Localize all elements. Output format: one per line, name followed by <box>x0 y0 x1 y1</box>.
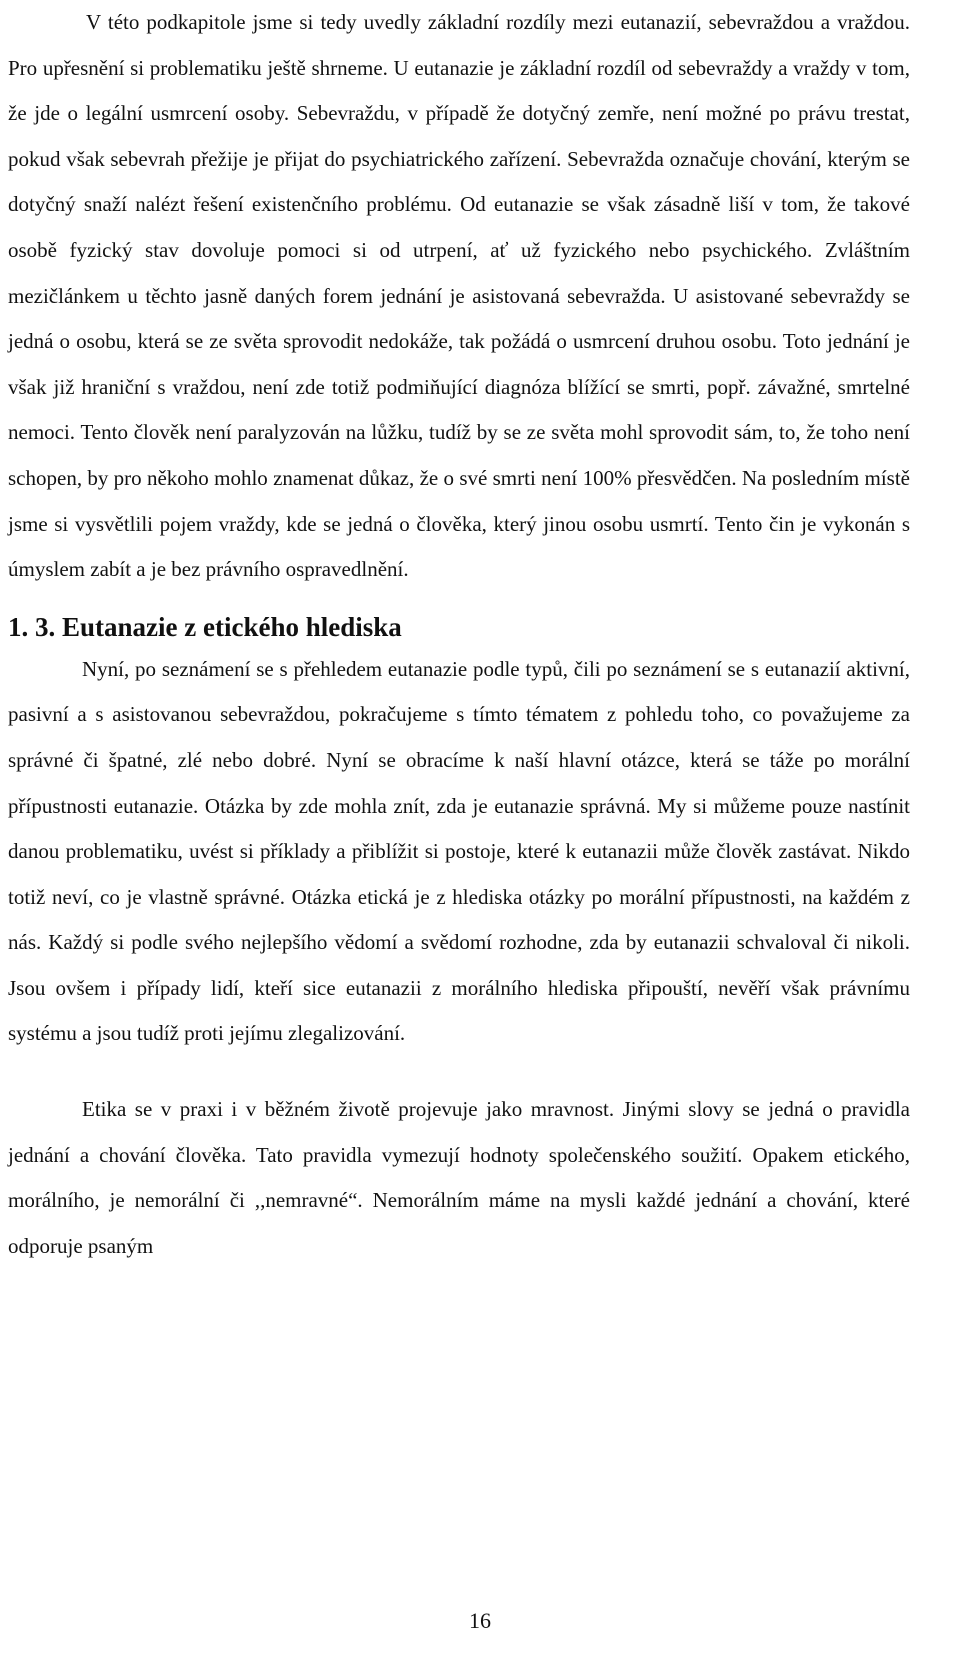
paragraph-gap <box>8 1057 910 1087</box>
section-heading: 1. 3. Eutanazie z etického hlediska <box>8 611 402 642</box>
section-paragraph-1: Nyní, po seznámení se s přehledem eutanazie podle typů, čili po seznámení se s eutanazií aktivní, pasivní a s asistovanou sebevraždou, pokračujeme s tímto tématem z pohledu toho, co považujeme za správné či špatné, zlé nebo dobré. Nyní se obracíme k naší hlavní otázce, která se táže po morální přípustnosti eutanazie. Otázka by zde mohla znít, zda je eutanazie správná. My si můžeme pouze nastínit danou problematiku, uvést si příklady a přiblížit si postoje, které k eutanazii může člověk zastávat. Nikdo totiž neví, co je vlastně správné. Otázka etická je z hlediska otázky po morální přípustnosti, na každém z nás. Každý si podle svého nejlepšího vědomí a svědomí rozhodne, zda by eutanazii schvaloval či nikoli. Jsou ovšem i případy lidí, kteří sice eutanazii z morálního hlediska připouští, nevěří však právnímu systému a jsou tudíž proti jejímu zlegalizování. <box>8 656 910 1046</box>
section-paragraph-2: Etika se v praxi i v běžném životě projevuje jako mravnost. Jinými slovy se jedná o pravidla jednání a chování člověka. Tato pravidla vymezují hodnoty společenského soužití. Opakem etického, morálního, je nemorální či ,,nemravné“. Nemorálním máme na mysli každé jednání a chování, které odporuje psaným <box>8 1097 910 1258</box>
document-page <box>8 0 910 1269</box>
section-heading-wrap <box>8 607 910 647</box>
page-number: 16 <box>469 1608 491 1633</box>
intro-paragraph: V této podkapitole jsme si tedy uvedly základní rozdíly mezi eutanazií, sebevraždou a vraždou. Pro upřesnění si problematiku ještě shrneme. U eutanazie je základní rozdíl od sebevraždy a vraždy v tom, že jde o legální usmrcení osoby. Sebevraždu, v případě že dotyčný zemře, není možné po právu trestat, pokud však sebevrah přežije je přijat do psychiatrického zařízení. Sebevražda označuje chování, kterým se dotyčný snaží nalézt řešení existenčního problému. Od eutanazie se však zásadně liší v tom, že takové osobě fyzický stav dovoluje pomoci si od utrpení, ať už fyzického nebo psychického. Zvláštním mezičlánkem u těchto jasně daných forem jednání je asistovaná sebevražda. U asistované sebevraždy se jedná o osobu, která se ze světa sprovodit nedokáže, tak požádá o usmrcení druhou osobu. Toto jednání je však již hraniční s vraždou, není zde totiž podmiňující diagnóza blížící se smrti, popř. závažné, smrtelné nemoci. Tento člověk není paralyzován na lůžku, tudíž by se ze světa mohl sprovodit sám, to, že toho není schopen, by pro někoho mohlo znamenat důkaz, že o své smrti není 100% přesvědčen. Na posledním místě jsme si vysvětlili pojem vraždy, kde se jedná o člověka, který jinou osobu usmrtí. Tento čin je vykonán s úmyslem zabít a je bez právního ospravedlnění. <box>8 10 910 582</box>
